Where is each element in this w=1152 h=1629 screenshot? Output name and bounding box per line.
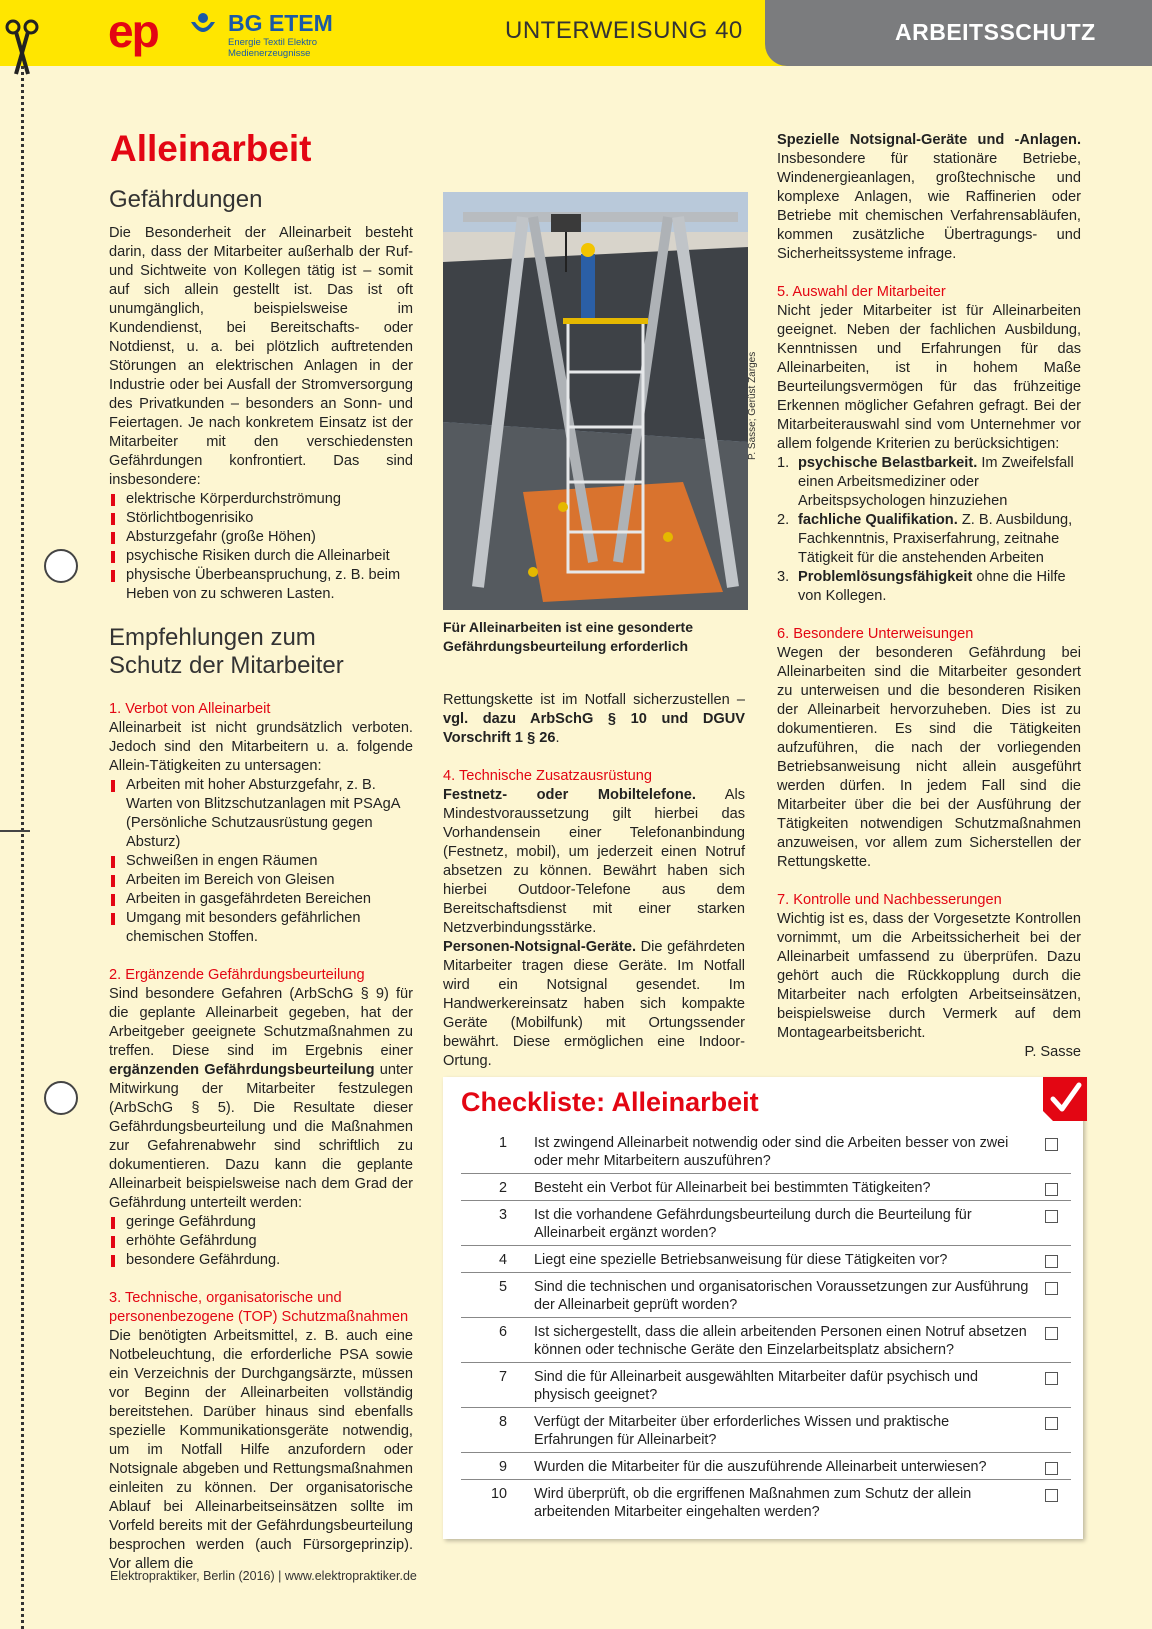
checklist-row: 9 Wurden die Mitarbeiter für die auszuführende Alleinarbeit unterwiesen?: [461, 1453, 1071, 1480]
paragraph: Wichtig ist es, dass der Vorgesetzte Kontrollen vornimmt, um die Arbeitssicherheit bei der Alleinarbeit umfassend zu überprüfen. Dazu gehört auch die Rückkopplung durch die Mitarbeiter nach erfolgten Arbeitseinsätzen, beispielsweise durch Vermerk auf dem Montagearbeitsbericht.: [777, 911, 1081, 1041]
paragraph: Alleinarbeit ist nicht grundsätzlich verboten. Jedoch sind den Mitarbeitern u. a. folgende Allein-Tätigkeiten zu untersagen:: [109, 720, 413, 774]
list-item: besondere Gefährdung.: [109, 1251, 413, 1270]
paragraph: Wegen der besonderen Gefährdung bei Alleinarbeiten sind die Mitarbeiter gesondert zu unterweisen und die besonderen Risiken der Alleinarbeit hervorzuheben. Dies ist zu dokumentieren. Es sind die Tätigkeiten aufzuführen, die nach der vorliegenden Betriebsanweisung nicht allein ausgeführt werden dürfen. In jedem Fall sind die Mitarbeiter über die bei der Ausführung der Tätigkeiten notwendigen Schutzmaßnahmen anzuweisen, vor allem zum Sicherstellen der Rettungskette.: [777, 645, 1081, 870]
punch-hole: [44, 549, 78, 583]
paragraph: Nicht jeder Mitarbeiter ist für Alleinarbeiten geeignet. Neben der fachlichen Ausbildung, Kenntnissen und Erfahrungen für das Alleinarbeiten, ist in hohem Maße Beurteilungsvermögen für das frühzeitige Erkennen möglicher Gefahren gefragt. Bei der Mitarbeiterauswahl sind vom Unternehmer vor allem folgende Kriterien zu berücksichtigen:: [777, 303, 1081, 452]
list-item: Arbeiten in gasgefährdeten Bereichen: [109, 890, 413, 909]
right-column: [777, 131, 1081, 1062]
section-heading: Gefährdungen: [109, 186, 263, 213]
forbidden-tasks-list: [109, 776, 413, 947]
checklist-row: 5 Sind die technischen und organisatorischen Voraussetzungen zur Ausführung der Alleinarbeit geprüft worden?: [461, 1273, 1071, 1318]
bg-etem-name: BG ETEM: [228, 10, 333, 36]
paragraph: Festnetz- oder Mobiltelefone. Als Mindestvoraussetzung gilt hierbei das Vorhandensein einer Telefonanbindung (Festnetz, mobil), um jederzeit einen Notruf absetzen zu können. Bewährt haben sich hierbei Outdoor-Telefone aus dem Bereitschaftsdienst mit einer starken Netzverbindungsstärke.: [443, 787, 746, 936]
checklist-row: 1 Ist zwingend Alleinarbeit notwendig oder sind die Arbeiten besser von zwei oder mehr Mitarbeitern auszuführen?: [461, 1129, 1071, 1174]
list-item: Absturzgefahr (große Höhen): [109, 528, 413, 547]
checklist-row: 8 Verfügt der Mitarbeiter über erforderliches Wissen und praktische Erfahrungen für Alleinarbeit?: [461, 1408, 1071, 1453]
ep-logo: ep: [108, 5, 158, 57]
checklist-box: [443, 1077, 1083, 1539]
checklist-rows: [461, 1129, 1071, 1524]
paragraph: Rettungskette ist im Notfall sicherzustellen – vgl. dazu ArbSchG § 10 und DGUV Vorschrift 1 § 26.: [443, 692, 745, 746]
paragraph: Die benötigten Arbeitsmittel, z. B. auch eine Notbeleuchtung, die erforderliche PSA sowie ein Verzeichnis der Durchgangsärzte, müssen vor Beginn der Alleinarbeiten vollständig bereitstehen. Darüber hinaus sind ebenfalls spezielle Kommunikationsgeräte notwendig, um im Notfall Hilfe anzufordern oder Notsignale abgeben und Rettungsmaßnahmen einleiten zu können. Der organisatorische Ablauf bei Alleinarbeitseinsätzen sollte im Vorfeld bereits mit der Gefährdungsbeurteilung besprochen werden (auch Fürsorgeprinzip). Vor allem die: [109, 1328, 413, 1572]
list-item: Störlichtbogenrisiko: [109, 509, 413, 528]
list-item: Arbeiten im Bereich von Gleisen: [109, 871, 413, 890]
list-item: 1. psychische Belastbarkeit. Im Zweifelsfall einen Arbeitsmediziner oder Arbeitspsychologen hinzuziehen: [777, 455, 1074, 509]
bg-etem-logo-icon: [190, 12, 216, 38]
checklist-row: 3 Ist die vorhandene Gefährdungsbeurteilung durch die Beurteilung für Alleinarbeit ergänzt worden?: [461, 1201, 1071, 1246]
list-item: Schweißen in engen Räumen: [109, 852, 413, 871]
checklist-row: 2 Besteht ein Verbot für Alleinarbeit bei bestimmten Tätigkeiten?: [461, 1174, 1071, 1201]
checkbox[interactable]: [1045, 1138, 1058, 1151]
list-item: geringe Gefährdung: [109, 1213, 413, 1232]
subheading: 2. Ergänzende Gefährdungsbeurteilung: [109, 967, 365, 983]
checklist-row: 10 Wird überprüft, ob die ergriffenen Maßnahmen zum Schutz der allein arbeitenden Mitarbeiter eingehalten werden?: [461, 1480, 1071, 1524]
checkbox[interactable]: [1045, 1183, 1058, 1196]
list-item: psychische Risiken durch die Alleinarbeit: [109, 547, 413, 566]
header-title: UNTERWEISUNG 40: [505, 17, 743, 44]
section-heading: Empfehlungen zum Schutz der Mitarbeiter: [109, 624, 344, 679]
list-item: 3. Problemlösungsfähigkeit ohne die Hilfe von Kollegen.: [777, 569, 1066, 604]
subheading: 6. Besondere Unterweisungen: [777, 626, 974, 642]
checkbox[interactable]: [1045, 1489, 1058, 1502]
perforation-line: [21, 66, 24, 1629]
checkmark-icon: [1043, 1077, 1087, 1121]
list-item: erhöhte Gefährdung: [109, 1232, 413, 1251]
list-item: 2. fachliche Qualifikation. Z. B. Ausbildung, Fachkenntnis, Praxiserfahrung, zeitnahe Tätigkeit für die anstehenden Arbeiten: [777, 512, 1073, 566]
article-title: Alleinarbeit: [110, 128, 312, 169]
fold-mark: [0, 830, 30, 832]
checkbox[interactable]: [1045, 1210, 1058, 1223]
list-item: Arbeiten mit hoher Absturzgefahr, z. B. Warten von Blitzschutzanlagen mit PSAgA (Persönliche Schutzausrüstung gegen Absturz): [109, 776, 413, 852]
scaffold-photo: [443, 192, 748, 610]
section-tab: ARBEITSSCHUTZ: [765, 0, 1152, 66]
hazard-level-list: [109, 1213, 413, 1270]
paragraph: Personen-Notsignal-Geräte. Die gefährdeten Mitarbeiter tragen diese Geräte. Im Notfall wird ein Notsignal gesendet. Im Handwerkereinsatz haben sich kompakte Geräte (Mobilfunk) mit Ortungssender bewährt. Diese ermöglichen eine Indoor-Ortung.: [443, 939, 745, 1069]
checklist-row: 4 Liegt eine spezielle Betriebsanweisung für diese Tätigkeiten vor?: [461, 1246, 1071, 1273]
paragraph: Spezielle Notsignal-Geräte und -Anlagen. Insbesondere für stationäre Betriebe, Windenergieanlagen, großtechnische und komplexe Anlagen, wie Raffinerien oder Betriebe mit chemischen Verfahrensabläufen, kommen zusätzliche Übertragungs- und Sicherheitssysteme infrage.: [777, 132, 1081, 262]
photo-credit: P. Sasse; Gerüst Zarges: [747, 351, 758, 460]
hazard-list: [109, 490, 413, 604]
subheading: 5. Auswahl der Mitarbeiter: [777, 284, 946, 300]
paragraph: Sind besondere Gefahren (ArbSchG § 9) für die geplante Alleinarbeit gegeben, hat der Arbeitgeber geeignete Schutzmaßnahmen zu treffen. Diese sind im Ergebnis einer ergänzenden Gefährdungsbeurteilung unter Mitwirkung der Mitarbeiter festzulegen (ArbSchG § 5). Die Resultate dieser Gefährdungsbeurteilung und die Maßnahmen zur Gefahrenabwehr sind schriftlich zu dokumentieren. Dazu kann die geplante Alleinarbeit beispielsweise nach dem Grad der Gefährdung unterteilt werden:: [109, 986, 413, 1211]
list-item: physische Überbeanspruchung, z. B. beim Heben von zu schweren Lasten.: [109, 566, 413, 604]
checklist-row: 7 Sind die für Alleinarbeit ausgewählten Mitarbeiter dafür psychisch und physisch geeignet?: [461, 1363, 1071, 1408]
checklist-title: Checkliste: Alleinarbeit: [461, 1087, 759, 1117]
checkbox[interactable]: [1045, 1327, 1058, 1340]
photo-caption: Für Alleinarbeiten ist eine gesonderte Gefährdungsbeurteilung erforderlich: [443, 619, 693, 654]
criteria-list: [777, 454, 1081, 606]
subheading: 1. Verbot von Alleinarbeit: [109, 701, 271, 717]
checkbox[interactable]: [1045, 1417, 1058, 1430]
checkbox[interactable]: [1045, 1282, 1058, 1295]
punch-hole: [44, 1081, 78, 1115]
list-item: Umgang mit besonders gefährlichen chemischen Stoffen.: [109, 909, 413, 947]
subheading: 7. Kontrolle und Nachbesserungen: [777, 892, 1002, 908]
checkbox[interactable]: [1045, 1255, 1058, 1268]
list-item: elektrische Körperdurchströmung: [109, 490, 413, 509]
checkbox[interactable]: [1045, 1372, 1058, 1385]
paragraph: Die Besonderheit der Alleinarbeit besteht darin, dass der Mitarbeiter außerhalb der Ruf- und Sichtweite von Kollegen tätig ist – somit auf sich allein gestellt ist. Das ist oft unumgänglich, beispielsweise im Kundendienst, bei Bereitschafts- oder Notdienst, u. a. bei plötzlich auftretenden Störungen an elektrischen Anlagen in der Industrie oder bei Ausfall der Stromversorgung des Privatkunden – besonders an Sonn- und Feiertagen. Je nach konkretem Einsatz ist der Mitarbeiter mit den verschiedensten Gefährdungen konfrontiert. Das sind insbesondere:: [109, 225, 413, 488]
middle-column: [443, 691, 745, 1071]
bg-etem-subtitle: Energie Textil Elektro Medienerzeugnisse: [228, 37, 318, 59]
subheading: 3. Technische, organisatorische und personenbezogene (TOP) Schutzmaßnahmen: [109, 1290, 409, 1325]
author: P. Sasse: [1024, 1044, 1081, 1060]
checkbox[interactable]: [1045, 1462, 1058, 1475]
page-footer: Elektropraktiker, Berlin (2016) | www.elektropraktiker.de: [110, 1569, 417, 1583]
checklist-row: 6 Ist sichergestellt, dass die allein arbeitenden Personen einen Notruf absetzen können oder technische Geräte den Einzelarbeitsplatz absichern?: [461, 1318, 1071, 1363]
subheading: 4. Technische Zusatzausrüstung: [443, 768, 653, 784]
left-column: [109, 186, 413, 1574]
